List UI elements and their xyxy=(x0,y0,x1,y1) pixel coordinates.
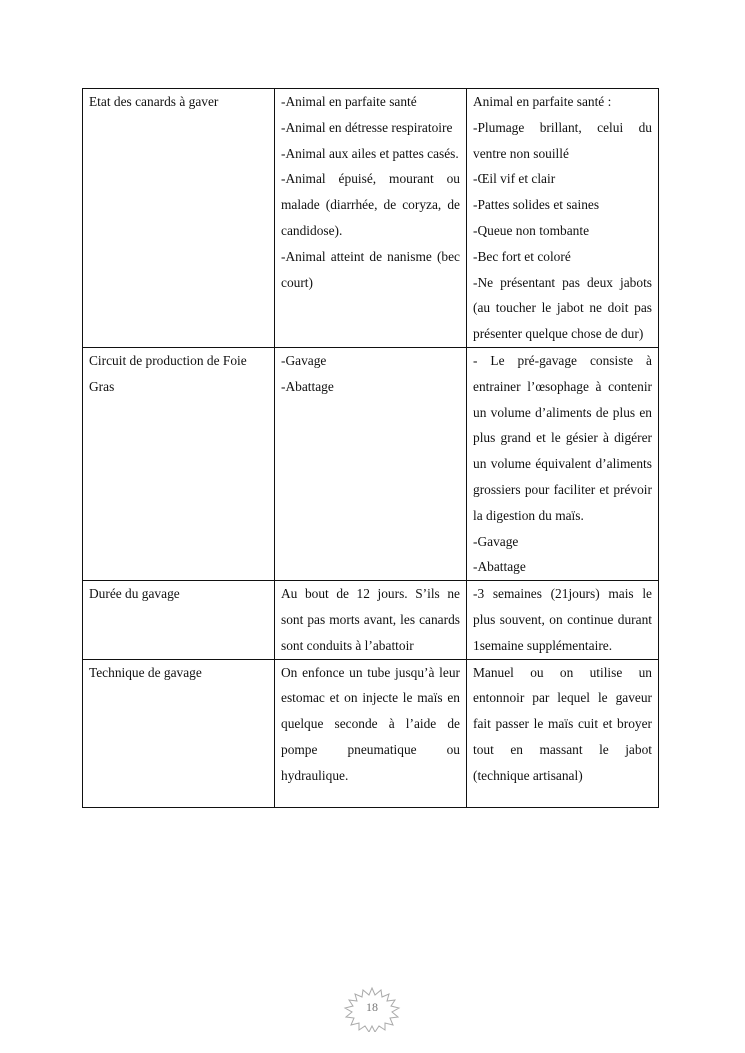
row-label: Etat des canards à gaver xyxy=(83,89,275,348)
table-row xyxy=(83,659,659,807)
page-number: 18 xyxy=(366,1000,378,1014)
row-label: Durée du gavage xyxy=(83,581,275,659)
table-cell: Animal en parfaite santé : -Plumage brillant, celui du ventre non souillé -Œil vif et clair -Pattes solides et saines -Queue non tombante -Bec fort et coloré -Ne présentant pas deux jabots (au toucher le jabot ne doit pas présenter quelque chose de dur) xyxy=(467,89,659,348)
table-cell: -3 semaines (21jours) mais le plus souvent, on continue durant 1semaine supplémentaire. xyxy=(467,581,659,659)
table-cell: -Animal en parfaite santé -Animal en détresse respiratoire -Animal aux ailes et pattes casés. -Animal épuisé, mourant ou malade (diarrhée, de coryza, de candidose). -Animal atteint de nanisme (bec court) xyxy=(275,89,467,348)
page-number-badge xyxy=(341,986,403,1032)
row-label: Circuit de production de Foie Gras xyxy=(83,347,275,580)
table-row xyxy=(83,89,659,348)
table-row xyxy=(83,581,659,659)
table-cell: On enfonce un tube jusqu’à leur estomac et on injecte le maïs en quelque seconde à l’aide de pompe pneumatique ou hydraulique. xyxy=(275,659,467,807)
table-cell: -Gavage -Abattage xyxy=(275,347,467,580)
row-label: Technique de gavage xyxy=(83,659,275,807)
content-table xyxy=(82,88,659,808)
table-cell: - Le pré-gavage consiste à entrainer l’œsophage à contenir un volume d’aliments de plus en plus grand et le gésier à digérer un volume équivalent d’aliments grossiers pour faciliter et prévoir la digestion du maïs. -Gavage -Abattage xyxy=(467,347,659,580)
table-cell: Manuel ou on utilise un entonnoir par lequel le gaveur fait passer le maïs cuit et broyer tout en massant le jabot (technique artisanal) xyxy=(467,659,659,807)
table-cell: Au bout de 12 jours. S’ils ne sont pas morts avant, les canards sont conduits à l’abattoir xyxy=(275,581,467,659)
table-row xyxy=(83,347,659,580)
